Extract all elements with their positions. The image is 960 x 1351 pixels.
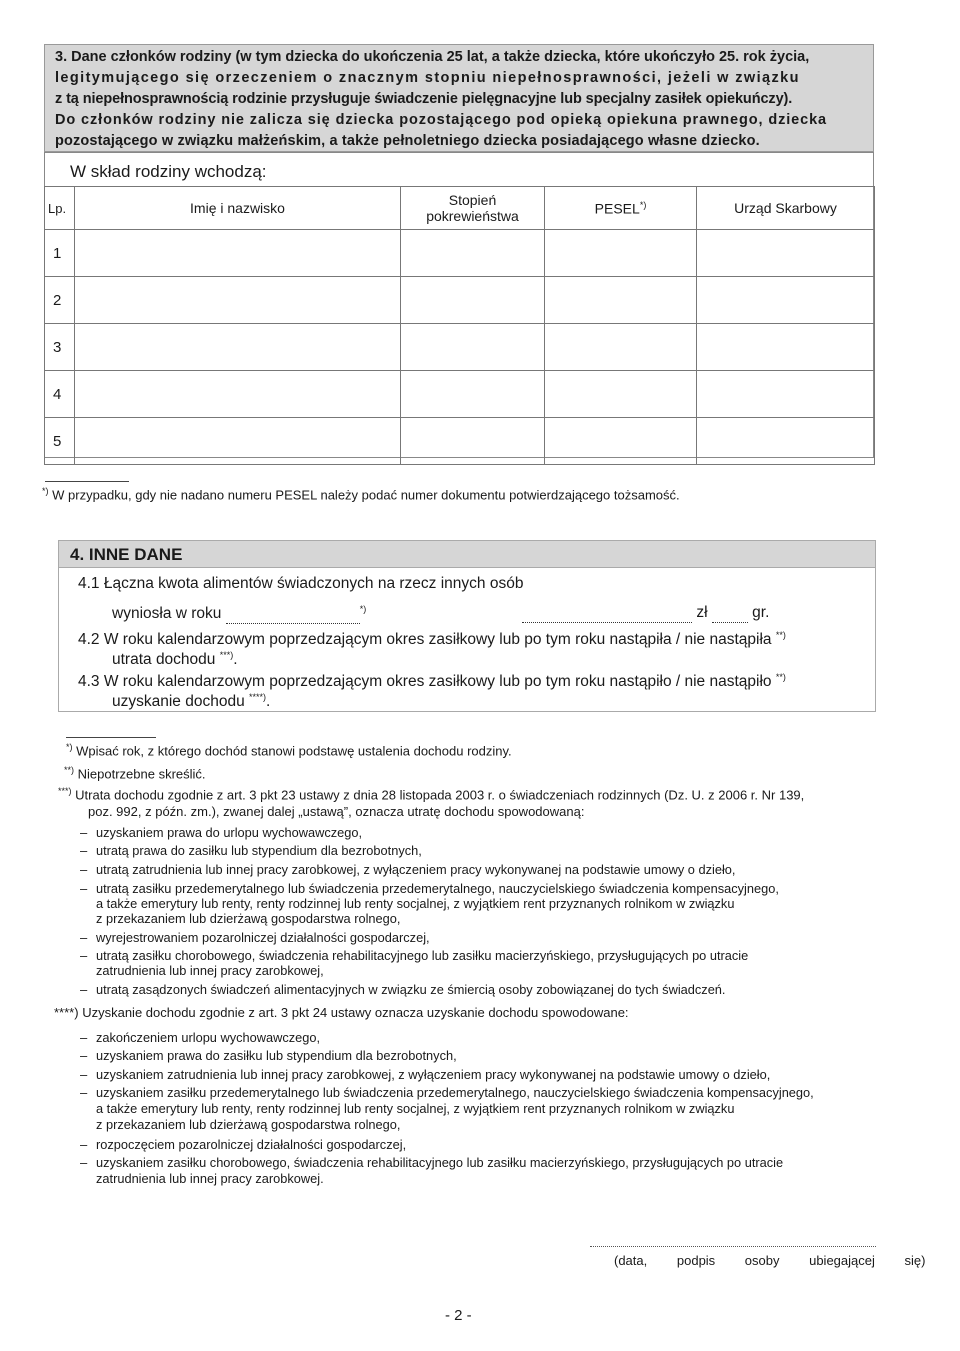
list-dash: – [80,1067,88,1082]
office-cell[interactable] [697,277,875,324]
list-item-continuation: a także emerytury lub renty, renty rodzinnej lub renty socjalnej, z wyjątkiem rent przyznanych rolnikom w związku [96,896,735,911]
list-item: wyrejestrowaniem pozarolniczej działalności gospodarczej, [96,930,430,945]
footnote-mark: **) [775,672,786,682]
list-item: utratą zasiłku przedemerytalnego lub świadczenia przedemerytalnego, nauczycielskiego świadczenia kompensacyjnego, [96,881,779,896]
list-item-continuation: zatrudnienia lub innej pracy zarobkowej, [96,963,324,978]
degree-cell[interactable] [401,230,545,277]
office-cell[interactable] [697,324,875,371]
footnote-divider [45,481,129,482]
office-cell[interactable] [697,230,875,277]
col-degree-line1: Stopień [448,192,497,208]
footnote-mark: ***) [58,786,72,796]
footnote-3-line2: poz. 992, z późn. zm.), zwanej dalej „ustawą”, oznacza utratę dochodu spowodowaną: [88,804,585,819]
signature-name-label: podpis osoby ubiegającej się) [676,1253,926,1268]
section3-heading-line: legitymującego się orzeczeniem o znacznym stopniu niepełnosprawności, jeżeli w związku [55,70,800,86]
row-number: 4 [45,371,75,418]
list-item: uzyskaniem prawa do urlopu wychowawczego, [96,825,363,840]
office-cell[interactable] [697,371,875,418]
list-dash: – [80,982,88,997]
item-number: 4.1 [78,575,100,592]
footnote-4 [54,1005,629,1020]
item-period: . [233,651,238,669]
footnote-mark: *) [42,486,49,496]
col-pesel-label: PESEL [594,200,640,217]
amount-zl-field[interactable] [522,604,692,623]
pesel-cell[interactable] [545,418,697,465]
list-item: utratą prawa do zasiłku lub stypendium dla bezrobotnych, [96,843,422,858]
list-item-continuation: zatrudnienia lub innej pracy zarobkowej. [96,1171,324,1186]
footnote-mark: **) [775,630,786,640]
signature-date-label: (data, [614,1253,648,1268]
footnote-mark: **) [64,765,75,775]
list-dash: – [80,948,88,963]
zl-label: zł [696,604,708,621]
year-field[interactable] [226,605,360,624]
item-4-3 [78,672,786,691]
col-name: Imię i nazwisko [75,187,401,230]
footnote-mark: ****) [249,692,267,702]
pesel-cell[interactable] [545,324,697,371]
list-item-continuation: z przekazaniem lub dzierżawą gospodarstwa rolnego, [96,1117,401,1132]
footnote-2 [64,765,206,781]
table-row [45,277,875,324]
item-period: . [266,693,271,711]
section3-heading-line: pozostającego w związku małżeńskim, a także pełnoletniego dziecka posiadającego własne dziecko. [55,133,760,149]
list-dash: – [80,881,88,896]
list-item: uzyskaniem zatrudnienia lub innej pracy zarobkowej, z wyłączeniem pracy wykonywanej na podstawie umowy o dzieło, [96,1067,771,1082]
section3-heading-line: Do członków rodziny nie zalicza się dziecka pozostającego pod opieką opiekuna prawnego, dziecka [55,112,828,128]
list-item: utratą zasądzonych świadczeń alimentacyjnych w związku ze śmiercią osoby zobowiązanej do tych świadczeń. [96,982,726,997]
footnote-text: Utrata dochodu zgodnie z art. 3 pkt 23 ustawy z dnia 28 listopada 2003 r. o świadczeniach rodzinnych (Dz. U. z 2006 r. Nr 139, [75,787,805,803]
list-item: uzyskaniem zasiłku przedemerytalnego lub świadczenia przedemerytalnego, nauczycielskiego świadczenia kompensacyjnego, [96,1085,814,1100]
year-label: wyniosła w roku [112,605,222,623]
list-item: uzyskaniem prawa do zasiłku lub stypendium dla bezrobotnych, [96,1048,457,1063]
item-4-2-line2 [112,650,238,669]
item-text: W roku kalendarzowym poprzedzającym okres zasiłkowy lub po tym roku nastąpiło / nie nastąpiło [103,673,772,691]
list-item: uzyskaniem zasiłku chorobowego, świadczenia rehabilitacyjnego lub zasiłku macierzyńskiego, przysługujących po utracie [96,1155,784,1170]
pesel-footnote [42,486,680,502]
name-cell[interactable] [75,324,401,371]
pesel-cell[interactable] [545,371,697,418]
footnote-mark: *) [66,742,73,752]
col-pesel [545,187,697,230]
name-cell[interactable] [75,371,401,418]
degree-cell[interactable] [401,277,545,324]
signature-caption [614,1253,925,1268]
list-item: utratą zatrudnienia lub innej pracy zarobkowej, z wyłączeniem pracy wykonywanej na podstawie umowy o dzieło, [96,862,736,877]
degree-cell[interactable] [401,324,545,371]
list-item-continuation: z przekazaniem lub dzierżawą gospodarstwa rolnego, [96,911,401,926]
list-dash: – [80,1155,88,1170]
footnote-text: Niepotrzebne skreślić. [77,766,206,782]
col-degree-line2: pokrewieństwa [426,208,519,224]
pesel-footnote-text: W przypadku, gdy nie nadano numeru PESEL należy podać numer dokumentu potwierdzającego tożsamość. [52,487,680,503]
list-dash: – [80,930,88,945]
list-item: utratą zasiłku chorobowego, świadczenia rehabilitacyjnego lub zasiłku macierzyńskiego, przysługujących po utracie [96,948,749,963]
item-text: uzyskanie dochodu [112,693,245,711]
list-item: zakończeniem urlopu wychowawczego, [96,1030,321,1045]
item-text: Łączna kwota alimentów świadczonych na rzecz innych osób [103,575,524,592]
footnote-text: Uzyskanie dochodu zgodnie z art. 3 pkt 24 ustawy oznacza uzyskanie dochodu spowodowane: [82,1005,629,1020]
footnote-1 [66,742,512,758]
pesel-cell[interactable] [545,277,697,324]
list-dash: – [80,825,88,840]
list-dash: – [80,1048,88,1063]
name-cell[interactable] [75,230,401,277]
item-number: 4.2 [78,631,100,649]
degree-cell[interactable] [401,371,545,418]
item-4-1-line2 [112,604,366,624]
list-dash: – [80,862,88,877]
item-text: W roku kalendarzowym poprzedzającym okres zasiłkowy lub po tym roku nastąpiła / nie nastąpiła [103,631,772,649]
item-4-2 [78,630,786,649]
footnote-3 [58,786,804,802]
name-cell[interactable] [75,277,401,324]
section3-heading-line: 3. Dane członków rodziny (w tym dziecka do ukończenia 25 lat, a także dziecka, które ukończyło 25. rok życia, [55,49,810,65]
amount-row [522,604,769,623]
degree-cell[interactable] [401,418,545,465]
item-4-1 [78,575,523,593]
col-lp: Lp. [45,187,75,230]
table-row [45,371,875,418]
footnote-mark: ****) [54,1005,79,1020]
item-text: utrata dochodu [112,651,216,669]
family-table [44,186,875,465]
footnote-text: Wpisać rok, z którego dochód stanowi podstawę ustalenia dochodu rodziny. [76,743,512,759]
footnote-mark: ***) [219,650,234,660]
section3-heading-box [44,44,874,152]
name-cell[interactable] [75,418,401,465]
row-number: 5 [45,418,75,465]
gr-label: gr. [752,604,770,621]
pesel-footnote-mark: *) [639,199,647,210]
footnote-divider [66,737,156,738]
pesel-cell[interactable] [545,230,697,277]
family-label: W skład rodziny wchodzą: [70,162,267,181]
row-number: 3 [45,324,75,371]
page-number: - 2 - [445,1307,472,1324]
year-footnote-mark: *) [359,604,367,614]
office-cell[interactable] [697,418,875,465]
table-row [45,418,875,465]
row-number: 2 [45,277,75,324]
item-number: 4.3 [78,673,100,691]
list-dash: – [80,1085,88,1100]
table-row [45,324,875,371]
table-row [45,230,875,277]
col-office: Urząd Skarbowy [697,187,875,230]
section3-heading-line: z tą niepełnosprawnością rodzinie przysługuje świadczenie pielęgnacyjne lub specjalny zasiłek opiekuńczy). [55,91,793,107]
list-dash: – [80,1137,88,1152]
list-item: rozpoczęciem pozarolniczej działalności gospodarczej, [96,1137,407,1152]
col-degree [401,187,545,230]
amount-gr-field[interactable] [712,604,748,623]
row-number: 1 [45,230,75,277]
item-4-3-line2 [112,692,270,711]
signature-line[interactable] [590,1246,876,1247]
list-item-continuation: a także emerytury lub renty, renty rodzinnej lub renty socjalnej, z wyjątkiem rent przyznanych rolnikom w związku [96,1101,735,1116]
list-dash: – [80,843,88,858]
section4-title: 4. INNE DANE [70,545,183,564]
list-dash: – [80,1030,88,1045]
